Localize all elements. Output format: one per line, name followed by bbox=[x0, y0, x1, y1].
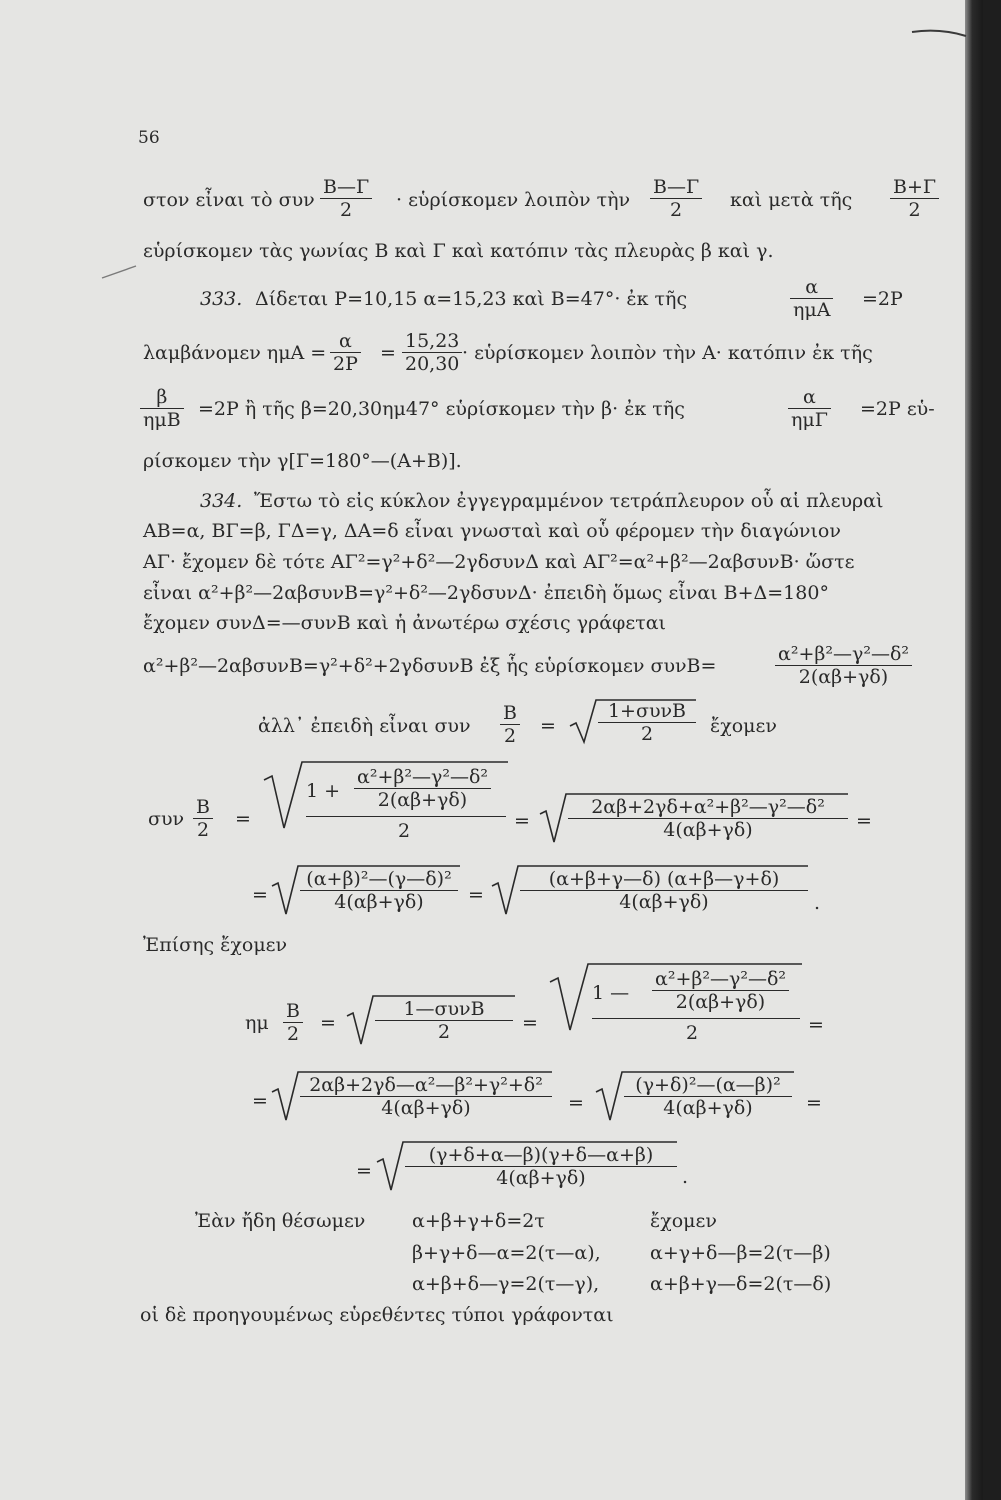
period: . bbox=[814, 892, 821, 914]
denominator: 2(αβ+γδ) bbox=[798, 666, 889, 688]
equals-sign: = bbox=[856, 810, 872, 832]
fraction bbox=[520, 868, 808, 913]
equals-sign: = bbox=[808, 1014, 824, 1036]
text-line: · εὑρίσκομεν λοιπὸν τὴν Α· κατόπιν ἐκ τῆς bbox=[462, 342, 873, 364]
text-line: εὑρίσκομεν τὰς γωνίας Β καὶ Γ καὶ κατόπιν τὰς πλευρὰς β καὶ γ. bbox=[143, 240, 774, 262]
numerator: Β—Γ bbox=[650, 176, 702, 199]
numerator: (γ+δ)²—(α—β)² bbox=[624, 1074, 792, 1097]
denominator: 2 bbox=[503, 725, 517, 747]
numerator: 1+συνΒ bbox=[598, 700, 696, 723]
square-root bbox=[262, 758, 510, 858]
fraction bbox=[790, 276, 833, 321]
fraction bbox=[568, 796, 848, 841]
square-root bbox=[345, 992, 517, 1048]
text-line: ἔχομεν bbox=[650, 1210, 717, 1232]
fraction bbox=[300, 1074, 552, 1119]
text-line: =2Ρ bbox=[862, 288, 903, 310]
fraction bbox=[890, 176, 939, 221]
pencil-mark bbox=[910, 24, 970, 44]
equals-sign: = bbox=[568, 1092, 584, 1114]
denominator: 2 bbox=[286, 1023, 300, 1045]
text-line: Ἔστω τὸ εἰς κύκλον ἐγγεγραμμένον τετράπλευρον οὗ αἱ πλευραὶ bbox=[254, 490, 884, 512]
equals-sign: = bbox=[380, 342, 396, 364]
formula: α+β+δ—γ=2(τ—γ), bbox=[412, 1273, 600, 1295]
one-minus: 1 — bbox=[592, 982, 630, 1004]
equals-sign: = bbox=[252, 1090, 268, 1112]
equals-sign: = bbox=[540, 715, 556, 737]
numerator: β bbox=[140, 386, 184, 409]
numerator: α²+β²—γ²—δ² bbox=[354, 766, 491, 789]
text-line: ΑΓ· ἔχομεν δὲ τότε ΑΓ²=γ²+δ²—2γδσυνΔ καὶ ΑΓ²=α²+β²—2αβσυνΒ· ὥστε bbox=[143, 551, 855, 573]
fraction bbox=[405, 1144, 677, 1189]
equals-sign: = bbox=[356, 1160, 372, 1182]
equals-sign: = bbox=[522, 1012, 538, 1034]
numerator: α²+β²—γ²—δ² bbox=[652, 968, 789, 991]
denominator: 4(αβ+γδ) bbox=[334, 891, 424, 913]
square-root bbox=[490, 862, 810, 918]
period: . bbox=[682, 1166, 689, 1188]
denominator: 2 bbox=[640, 723, 654, 745]
fraction bbox=[624, 1074, 792, 1119]
denominator: 2(αβ+γδ) bbox=[377, 789, 468, 811]
numerator: (α+β)²—(γ—δ)² bbox=[300, 868, 458, 891]
text-line: οἱ δὲ προηγουμένως εὑρεθέντες τύποι γράφονται bbox=[140, 1304, 614, 1326]
text-line: =2Ρ εὑ- bbox=[860, 398, 935, 420]
square-root bbox=[375, 1138, 679, 1194]
formula: α+β+γ—δ=2(τ—δ) bbox=[650, 1273, 832, 1295]
denominator: ημΓ bbox=[791, 409, 828, 431]
text-line: α²+β²—2αβσυνΒ=γ²+δ²+2γδσυνΒ ἐξ ἧς εὑρίσκομεν συνΒ= bbox=[143, 655, 717, 677]
denominator: 2 bbox=[686, 1022, 699, 1044]
square-root bbox=[270, 1068, 554, 1124]
denominator: 4(αβ+γδ) bbox=[663, 1097, 753, 1119]
text-line: ἔχομεν συνΔ=—συνΒ καὶ ἡ ἀνωτέρω σχέσις γράφεται bbox=[143, 612, 666, 634]
square-root bbox=[270, 862, 462, 918]
numerator: Β bbox=[283, 1000, 303, 1023]
numerator: α bbox=[330, 330, 361, 353]
denominator: 2 bbox=[340, 199, 353, 221]
text-line: · εὑρίσκομεν λοιπὸν τὴν bbox=[396, 189, 631, 211]
denominator: 2(αβ+γδ) bbox=[675, 991, 766, 1013]
denominator: 2 bbox=[908, 199, 921, 221]
pencil-mark bbox=[100, 262, 140, 282]
fraction bbox=[320, 176, 372, 221]
numerator: 15,23 bbox=[402, 330, 462, 353]
text-line: στον εἶναι τὸ συν bbox=[143, 189, 315, 211]
denominator: ημΒ bbox=[143, 409, 181, 431]
numerator: Β+Γ bbox=[890, 176, 939, 199]
denominator: 4(αβ+γδ) bbox=[381, 1097, 471, 1119]
one-plus: 1 + bbox=[306, 780, 341, 802]
square-root bbox=[548, 960, 804, 1060]
fraction bbox=[140, 386, 184, 431]
numerator: Β—Γ bbox=[320, 176, 372, 199]
equals-sign: = bbox=[252, 884, 268, 906]
text-line: ΑΒ=α, ΒΓ=β, ΓΔ=γ, ΔΑ=δ εἶναι γνωσταὶ καὶ οὗ φέρομεν τὴν διαγώνιον bbox=[143, 520, 841, 542]
numerator: 2αβ+2γδ—α²—β²+γ²+δ² bbox=[300, 1074, 552, 1097]
text-line: εἶναι α²+β²—2αβσυνΒ=γ²+δ²—2γδσυνΔ· ἐπειδὴ ὅμως εἶναι Β+Δ=180° bbox=[143, 582, 829, 604]
text-line: λαμβάνομεν ημΑ = bbox=[143, 342, 327, 364]
denominator: 4(αβ+γδ) bbox=[496, 1167, 586, 1189]
denominator: ημΑ bbox=[793, 299, 831, 321]
formula: β+γ+δ—α=2(τ—α), bbox=[412, 1242, 601, 1264]
equals-sign: = bbox=[806, 1092, 822, 1114]
fraction bbox=[598, 700, 696, 745]
fraction bbox=[375, 998, 513, 1043]
numerator: Β bbox=[193, 796, 213, 819]
fraction bbox=[300, 868, 458, 913]
square-root bbox=[594, 1068, 796, 1124]
text-line: ἀλλ᾽ ἐπειδὴ εἶναι συν bbox=[258, 715, 471, 737]
numerator: (α+β+γ—δ) (α+β—γ+δ) bbox=[520, 868, 808, 891]
denominator: 2 bbox=[670, 199, 683, 221]
equals-sign: = bbox=[235, 808, 251, 830]
numerator: α²+β²—γ²—δ² bbox=[775, 643, 912, 666]
text-line: Ἐπίσης ἔχομεν bbox=[143, 934, 288, 956]
fraction bbox=[193, 796, 213, 841]
square-root bbox=[538, 790, 850, 846]
square-root bbox=[568, 696, 698, 746]
text-line: Δίδεται Ρ=10,15 α=15,23 καὶ Β=47°· ἐκ τῆς bbox=[255, 288, 688, 310]
text-line: ἔχομεν bbox=[710, 715, 777, 737]
numerator: 1—συνΒ bbox=[375, 998, 513, 1021]
denominator: 2 bbox=[437, 1021, 451, 1043]
equals-sign: = bbox=[514, 810, 530, 832]
numerator: α bbox=[790, 276, 833, 299]
denominator: 2 bbox=[196, 819, 210, 841]
numerator: 2αβ+2γδ+α²+β²—γ²—δ² bbox=[568, 796, 848, 819]
text-line: ρίσκομεν τὴν γ[Γ=180°—(Α+Β)]. bbox=[143, 450, 462, 472]
text-line: καὶ μετὰ τῆς bbox=[730, 189, 853, 211]
fraction bbox=[650, 176, 702, 221]
denominator: 2 bbox=[398, 820, 411, 842]
fraction bbox=[354, 766, 491, 811]
text-line: συν bbox=[148, 808, 185, 830]
equals-sign: = bbox=[468, 884, 484, 906]
book-binding-edge bbox=[965, 0, 983, 1500]
fraction bbox=[402, 330, 462, 375]
fraction bbox=[788, 386, 831, 431]
equals-sign: = bbox=[320, 1012, 336, 1034]
fraction bbox=[500, 702, 520, 747]
fraction bbox=[330, 330, 361, 375]
fraction bbox=[283, 1000, 303, 1045]
text-line: ημ bbox=[245, 1012, 269, 1034]
fraction-bar bbox=[592, 1018, 800, 1019]
fraction bbox=[652, 968, 789, 1013]
problem-number: 334. bbox=[200, 490, 243, 512]
problem-number: 333. bbox=[200, 288, 243, 310]
page-number: 56 bbox=[138, 128, 160, 148]
fraction bbox=[775, 643, 912, 688]
denominator: 4(αβ+γδ) bbox=[663, 819, 753, 841]
denominator: 4(αβ+γδ) bbox=[619, 891, 709, 913]
text-line: =2Ρ ἢ τῆς β=20,30ημ47° εὑρίσκομεν τὴν β· ἐκ τῆς bbox=[198, 398, 685, 420]
formula: α+γ+δ—β=2(τ—β) bbox=[650, 1242, 831, 1264]
denominator: 2Ρ bbox=[333, 353, 358, 375]
denominator: 20,30 bbox=[405, 353, 460, 375]
numerator: Β bbox=[500, 702, 520, 725]
fraction-bar bbox=[306, 816, 506, 817]
numerator: α bbox=[788, 386, 831, 409]
formula: α+β+γ+δ=2τ bbox=[412, 1210, 545, 1232]
numerator: (γ+δ+α—β)(γ+δ—α+β) bbox=[405, 1144, 677, 1167]
text-line: Ἐὰν ἤδη θέσωμεν bbox=[195, 1210, 366, 1232]
